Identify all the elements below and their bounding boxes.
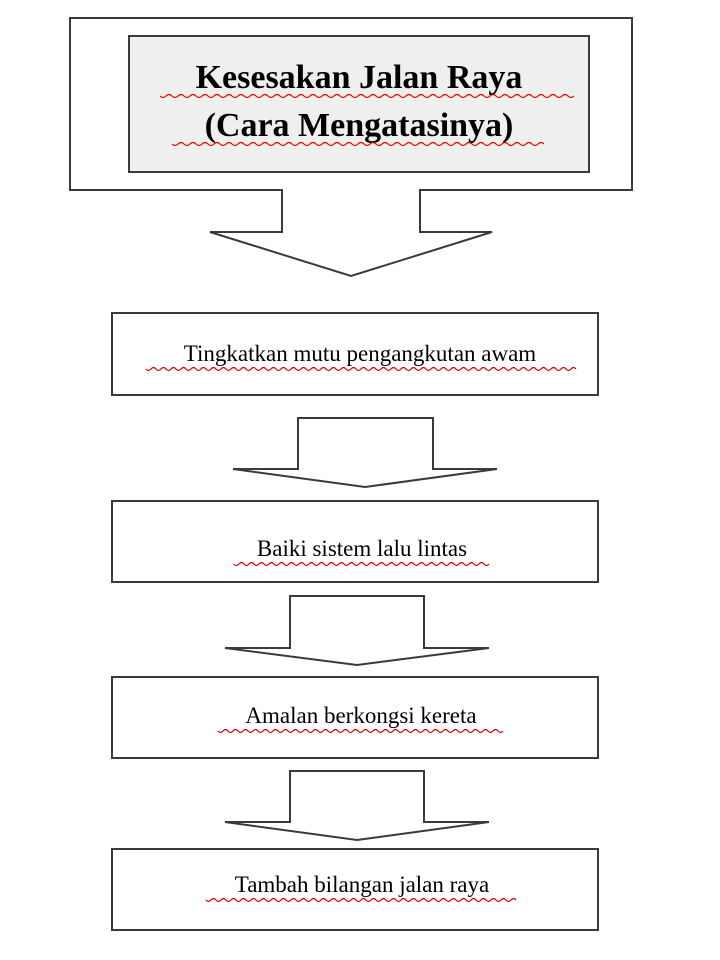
title-line-1: Kesesakan Jalan Raya (195, 59, 523, 96)
step-label-2: Baiki sistem lalu lintas (256, 536, 468, 561)
title-line-2: (Cara Mengatasinya) (204, 107, 514, 144)
down-arrow-icon (225, 596, 489, 665)
step-label-1: Tingkatkan mutu pengangkutan awam (183, 341, 537, 366)
down-arrow-icon (225, 771, 489, 840)
title-box (129, 36, 589, 172)
step-label-3: Amalan berkongsi kereta (245, 703, 477, 728)
down-arrow-icon (233, 418, 497, 487)
step-label-4: Tambah bilangan jalan raya (234, 872, 490, 897)
